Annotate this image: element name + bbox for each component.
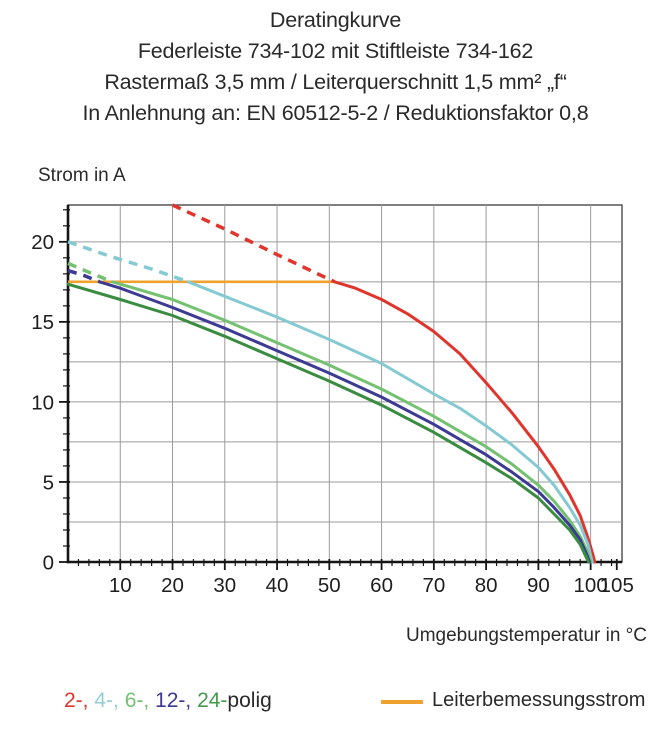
svg-text:80: 80	[474, 574, 498, 597]
pole-count-legend	[64, 689, 272, 713]
svg-text:0: 0	[42, 551, 54, 575]
legend-row	[0, 689, 671, 719]
legend-pole-item: 24-	[197, 689, 228, 712]
svg-text:90: 90	[526, 574, 550, 597]
svg-text:100: 100	[573, 574, 608, 597]
chart-title-block	[0, 5, 671, 129]
title-line-3: Rastermaß 3,5 mm / Leiterquerschnitt 1,5 mm² „f“	[104, 70, 567, 94]
svg-text:10: 10	[31, 391, 54, 415]
legend-pole-item: 4-,	[94, 689, 125, 712]
svg-text:5: 5	[42, 471, 54, 495]
svg-text:10: 10	[108, 574, 132, 597]
svg-text:50: 50	[317, 574, 341, 597]
rated-current-label: Leiterbemessungsstrom	[432, 689, 646, 711]
title-line-2: Federleiste 734-102 mit Stiftleiste 734-162	[137, 39, 534, 63]
legend-pole-suffix: polig	[227, 689, 272, 712]
svg-text:20: 20	[31, 231, 54, 255]
svg-text:70: 70	[422, 574, 446, 597]
legend-pole-item: 6-,	[124, 689, 156, 712]
derating-chart	[0, 190, 671, 612]
title-line-1: Deratingkurve	[269, 8, 402, 32]
title-line-4: In Anlehnung an: EN 60512-5-2 / Reduktionsfaktor 0,8	[82, 101, 589, 125]
svg-text:20: 20	[161, 574, 184, 597]
legend-pole-item: 2-,	[64, 689, 95, 712]
svg-text:40: 40	[265, 574, 289, 597]
svg-text:60: 60	[370, 574, 393, 597]
svg-text:105: 105	[599, 574, 634, 597]
x-axis-label: Umgebungstemperatur in °C	[406, 625, 647, 646]
svg-text:30: 30	[213, 574, 237, 597]
chart-area	[0, 190, 671, 612]
legend-pole-item: 12-,	[155, 689, 198, 712]
svg-text:15: 15	[31, 311, 54, 335]
rated-current-legend	[381, 689, 645, 712]
rated-current-line-swatch	[381, 700, 423, 704]
y-axis-label: Strom in A	[38, 165, 126, 186]
